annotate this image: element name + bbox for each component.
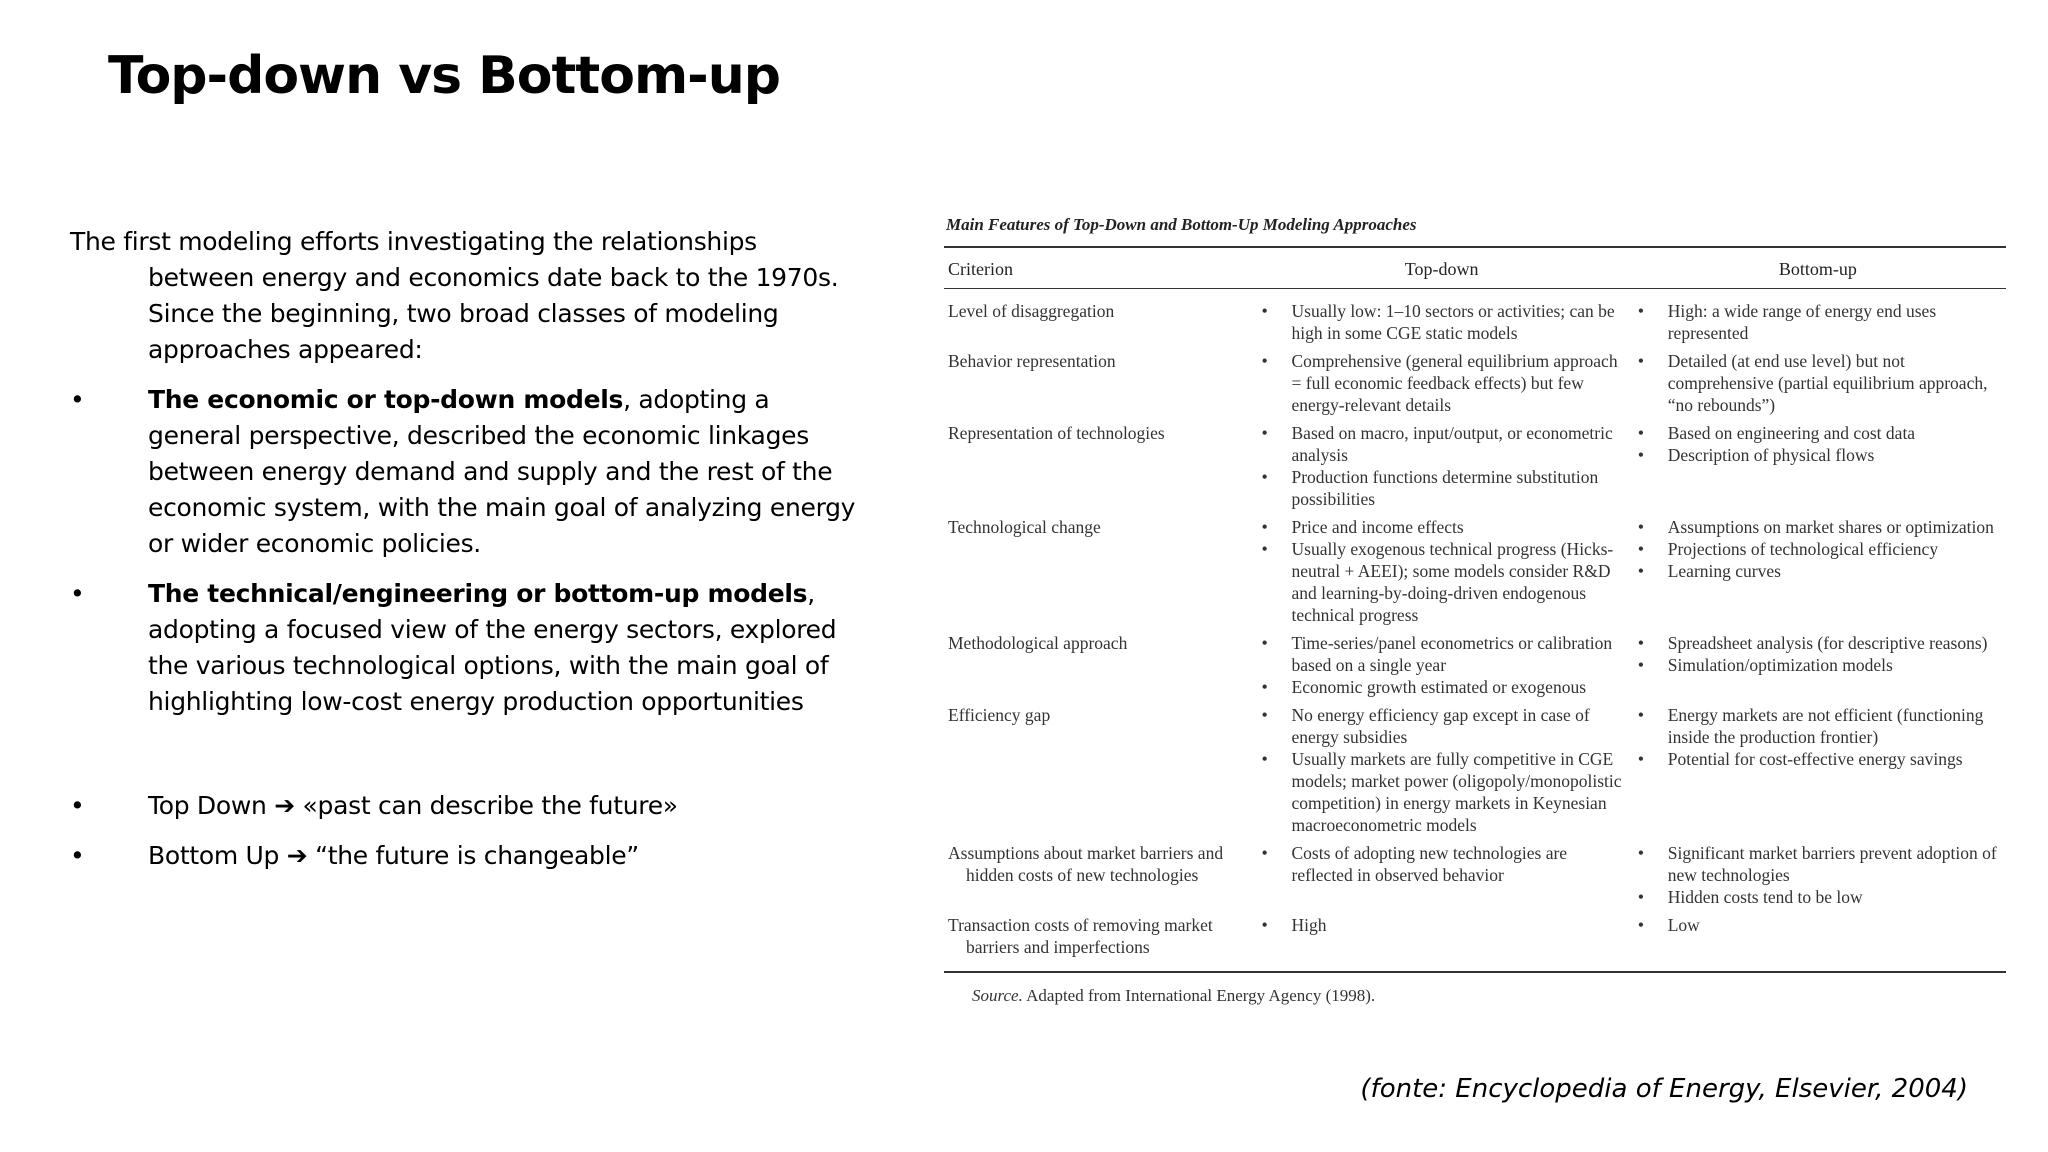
citation: (fonte: Encyclopedia of Energy, Elsevier, 2004) (1360, 1074, 1968, 1104)
bottom-up-cell (1630, 629, 2006, 701)
table-body (944, 297, 2006, 961)
bullet-quote: “the future is changeable” (315, 841, 639, 870)
cell-bullet-item: • Comprehensive (general equilibrium approach = full economic feedback effects) but few energy-relevant details (1258, 350, 1626, 416)
cell-bullet-list (1634, 516, 2002, 582)
top-down-cell (1254, 629, 1630, 701)
header-criterion: Criterion (948, 259, 1013, 279)
cell-bullet-item: • Based on macro, input/output, or econometric analysis (1258, 422, 1626, 466)
cell-bullet-list (1258, 516, 1626, 626)
cell-bullet-item: • Learning curves (1634, 560, 2002, 582)
bottom-up-cell (1630, 701, 2006, 839)
cell-bullet-item: • Detailed (at end use level) but not comprehensive (partial equilibrium approach, “no rebounds”) (1634, 350, 2002, 416)
bottom-up-cell (1630, 297, 2006, 347)
arrow-icon: ➔ (274, 791, 295, 820)
table-row (944, 347, 2006, 419)
criterion-cell (944, 513, 1254, 629)
top-down-cell (1254, 701, 1630, 839)
cell-bullet-item: • High: a wide range of energy end uses represented (1634, 300, 2002, 344)
cell-bullet-list (1634, 842, 2002, 908)
cell-bullet-item: • Low (1634, 914, 2002, 936)
cell-bullet-item: • Time-series/panel econometrics or calibration based on a single year (1258, 632, 1626, 676)
cell-bullet-list (1258, 350, 1626, 416)
bullet-marker: • (70, 791, 85, 820)
bullet-top-down-models (70, 382, 860, 562)
cell-bullet-item: • Simulation/optimization models (1634, 654, 2002, 676)
cell-bullet-item: • Price and income effects (1258, 516, 1626, 538)
table-header-row (944, 248, 2006, 288)
criterion-cell (944, 701, 1254, 839)
table-row (944, 629, 2006, 701)
cell-bullet-item: • Usually low: 1–10 sectors or activities; can be high in some CGE static models (1258, 300, 1626, 344)
cell-bullet-item: • Production functions determine substitution possibilities (1258, 466, 1626, 510)
cell-bullet-list (1258, 632, 1626, 698)
cell-bullet-item: • Energy markets are not efficient (functioning inside the production frontier) (1634, 704, 2002, 748)
bottom-up-cell (1630, 911, 2006, 961)
bullet-marker: • (70, 385, 85, 414)
intro-paragraph: The first modeling efforts investigating the relationships between energy and economics date back to the 1970s. Since the beginning, two broad classes of modeling approaches appeared: (70, 227, 839, 364)
cell-bullet-item: • Based on engineering and cost data (1634, 422, 2002, 444)
cell-bullet-list (1258, 842, 1626, 886)
cell-bullet-item: • Usually exogenous technical progress (Hicks-neutral + AEEI); some models consider R&D and learning-by-doing-driven endogenous technical progress (1258, 538, 1626, 626)
top-down-cell (1254, 419, 1630, 513)
text-column (70, 224, 860, 888)
cell-bullet-item: • Economic growth estimated or exogenous (1258, 676, 1626, 698)
cell-bullet-item: • Significant market barriers prevent adoption of new technologies (1634, 842, 2002, 886)
cell-bullet-list (1634, 632, 2002, 676)
criterion-text: Methodological approach (948, 633, 1128, 653)
criterion-text: Representation of technologies (948, 423, 1165, 443)
header-bottom-up: Bottom-up (1778, 259, 1857, 279)
criterion-text: Behavior representation (948, 351, 1116, 371)
source-text: Adapted from International Energy Agency (1998). (1022, 986, 1376, 1005)
table-row (944, 701, 2006, 839)
table-source (944, 985, 2006, 1007)
cell-bullet-item: • Spreadsheet analysis (for descriptive reasons) (1634, 632, 2002, 654)
bottom-up-cell (1630, 419, 2006, 513)
cell-bullet-list (1258, 914, 1626, 936)
cell-bullet-list (1634, 300, 2002, 344)
top-down-cell (1254, 347, 1630, 419)
criterion-cell (944, 419, 1254, 513)
bullet-bottom-up-models (70, 576, 860, 720)
criterion-cell (944, 911, 1254, 961)
header-top-down: Top-down (1404, 259, 1479, 279)
bullet-marker: • (70, 579, 85, 608)
criterion-text: Efficiency gap (948, 705, 1051, 725)
criterion-cell (944, 629, 1254, 701)
cell-bullet-item: • High (1258, 914, 1626, 936)
top-down-cell (1254, 297, 1630, 347)
source-label: Source. (972, 986, 1023, 1005)
cell-bullet-item: • No energy efficiency gap except in case of energy subsidies (1258, 704, 1626, 748)
cell-bullet-list (1634, 914, 2002, 936)
comparison-table-figure (944, 214, 2006, 1007)
criterion-cell (944, 347, 1254, 419)
criterion-text: Transaction costs of removing market barriers and imperfections (948, 915, 1213, 957)
table-row (944, 911, 2006, 961)
criterion-cell (944, 839, 1254, 911)
cell-bullet-list (1634, 704, 2002, 770)
top-down-cell (1254, 513, 1630, 629)
top-down-cell (1254, 911, 1630, 961)
table-row (944, 513, 2006, 629)
comparison-table (944, 248, 2006, 961)
table-row (944, 839, 2006, 911)
table-bottom-rule (944, 971, 2006, 973)
cell-bullet-list (1634, 422, 2002, 466)
cell-bullet-list (1258, 704, 1626, 836)
bullet-bottom-up-summary (70, 838, 860, 874)
cell-bullet-item: • Potential for cost-effective energy savings (1634, 748, 2002, 770)
bullet-bold-text: The technical/engineering or bottom-up models (148, 579, 808, 608)
criterion-text: Assumptions about market barriers and hidden costs of new technologies (948, 843, 1224, 885)
bullet-label: Top Down (148, 791, 267, 820)
bullet-label: Bottom Up (148, 841, 280, 870)
bottom-up-cell (1630, 513, 2006, 629)
cell-bullet-item: • Projections of technological efficiency (1634, 538, 2002, 560)
bottom-up-cell (1630, 347, 2006, 419)
arrow-icon: ➔ (286, 841, 308, 870)
table-title: Main Features of Top-Down and Bottom-Up Modeling Approaches (946, 215, 1417, 234)
bullet-bold-text: The economic or top-down models (148, 385, 624, 414)
cell-bullet-item: • Costs of adopting new technologies are reflected in observed behavior (1258, 842, 1626, 886)
criterion-text: Technological change (948, 517, 1101, 537)
table-row (944, 297, 2006, 347)
slide-title: Top-down vs Bottom-up (108, 46, 780, 106)
cell-bullet-list (1634, 350, 2002, 416)
bullet-top-down-summary (70, 788, 860, 824)
cell-bullet-list (1258, 300, 1626, 344)
criterion-text: Level of disaggregation (948, 301, 1115, 321)
cell-bullet-item: • Hidden costs tend to be low (1634, 886, 2002, 908)
cell-bullet-item: • Assumptions on market shares or optimization (1634, 516, 2002, 538)
bullet-quote: «past can describe the future» (302, 791, 678, 820)
header-rule (944, 288, 2006, 289)
bullet-marker: • (70, 841, 85, 870)
bottom-up-cell (1630, 839, 2006, 911)
cell-bullet-item: • Usually markets are fully competitive in CGE models; market power (oligopoly/monopolistic competition) in energy markets in Keynesian macroeconometric models (1258, 748, 1626, 836)
bullet-text: , adopting a focused view of the energy sectors, explored the various technological options, with the main goal of highlighting low-cost energy production opportunities (148, 579, 837, 716)
cell-bullet-list (1258, 422, 1626, 510)
cell-bullet-item: • Description of physical flows (1634, 444, 2002, 466)
top-down-cell (1254, 839, 1630, 911)
bullet-text: , adopting a general perspective, described the economic linkages between energy demand and supply and the rest of the economic system, with the main goal of analyzing energy or wider economic policies. (148, 385, 856, 558)
criterion-cell (944, 297, 1254, 347)
table-row (944, 419, 2006, 513)
